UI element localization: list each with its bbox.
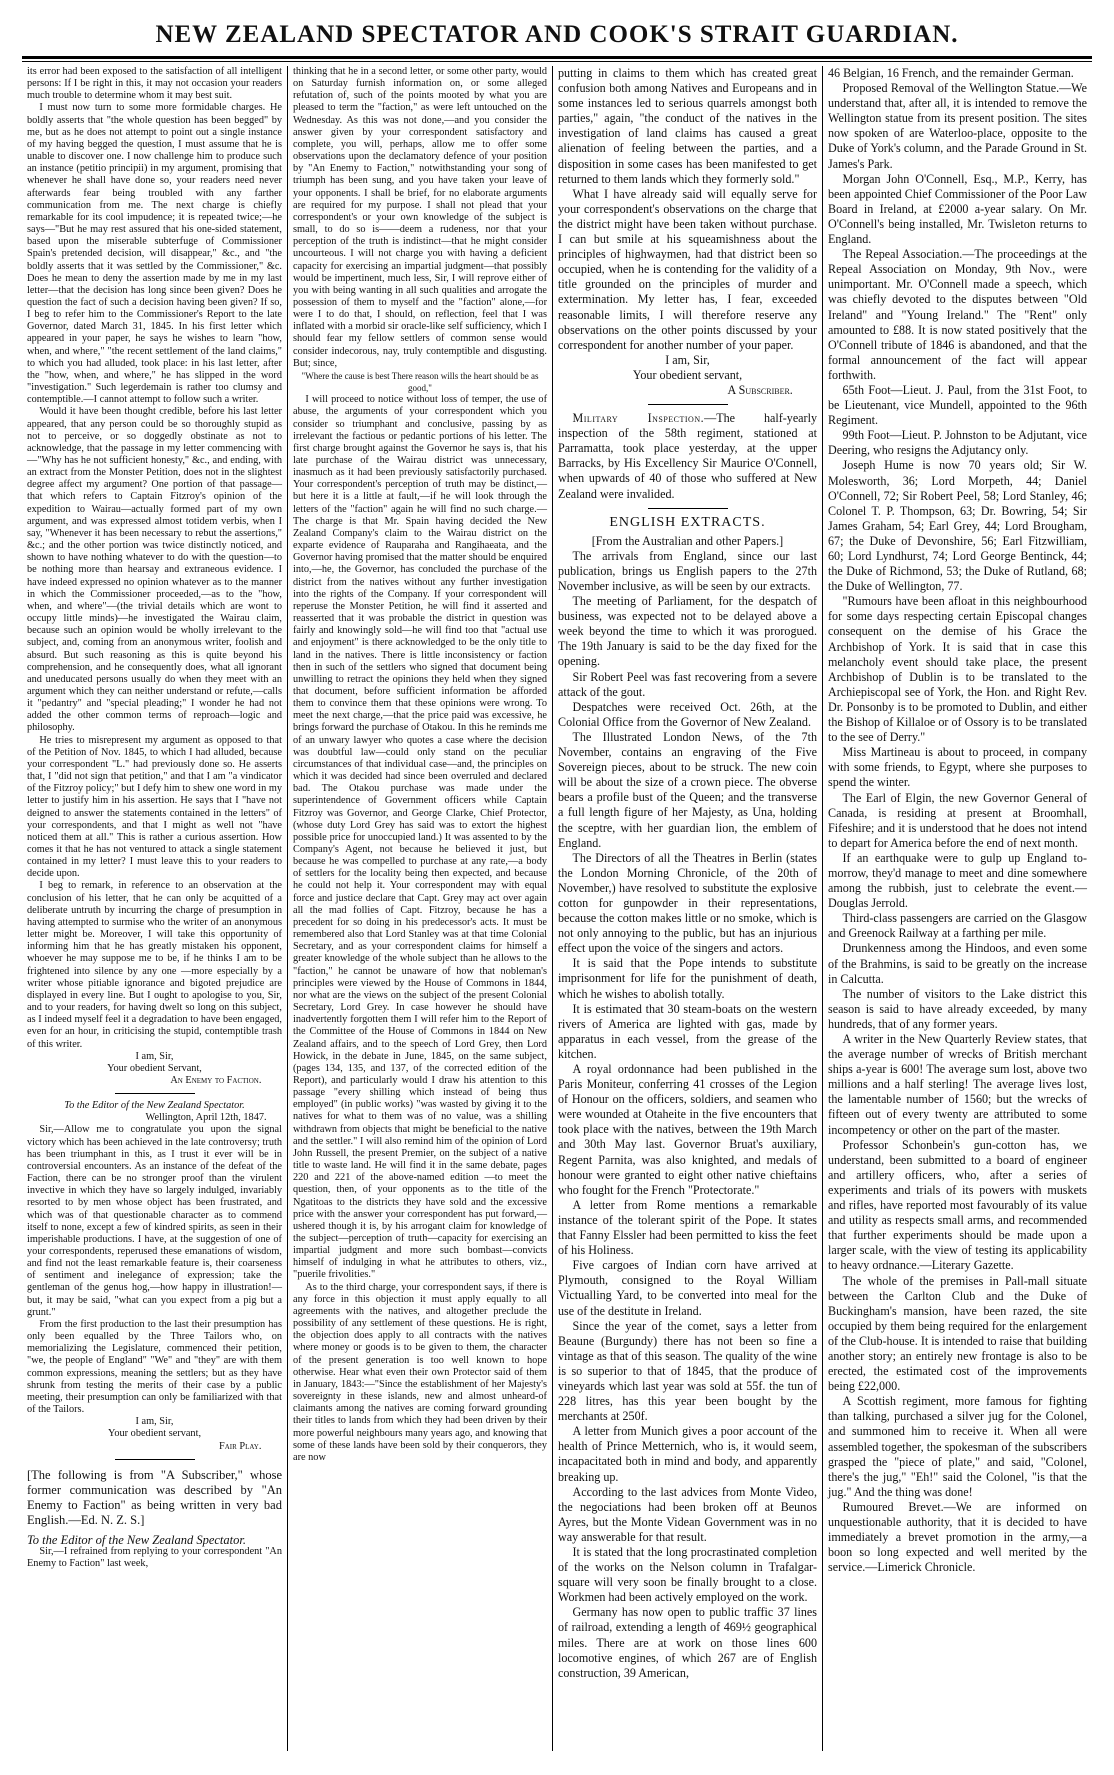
col4-paragraph: If an earthquake were to gulp up England to-morrow, they'd manage to meet and dine somewhere among the rubbish, just to celebrate the event.—Douglas Jerrold. [828, 850, 1087, 911]
col3-paragraph: putting in claims to them which has created great confusion both among Natives and Europeans and in some instances led to serious quarrels amongst both parties," again, "the conduct of the natives in the investigation of land claims has caused a great alienation of feeling between the parties, and a disposition in some cases has been manifested to get returned to them lands which they formerly sold." [558, 66, 817, 186]
col4-paragraph: Proposed Removal of the Wellington Statue.—We understand that, after all, it is intended to remove the Wellington statue from its present position. The sites now spoken of are Waterloo-place, opposite to the Duke of York's column, and the Parade Ground in St. James's Park. [828, 81, 1087, 171]
military-inspection [558, 411, 817, 502]
extract-paragraph: It is said that the Pope intends to substitute imprisonment for life for the punishment of death, which he wishes to abolish totally. [558, 956, 817, 1001]
col1-paragraph: Sir,—Allow me to congratulate you upon the signal victory which has been achieved in the late controversy; truth has been triumphant in this, as I trust it ever will be in controversial encounters. As an instance of the defeat of the Faction, there can be no stronger proof than the virulent invective in which they have so largely indulged, invariably resorted to by men whose object has been frustrated, and which was of that questionable character as to commend itself to none, except a few of kindred spirits, as seen in their imperishable productions. I have, at the suggestion of one of your correspondents, reperused these emanations of wisdom, and find not the least remarkable feature is, their coarseness of sentiment and inelegance of expression; take the gentleman of the genus hog,—how happy in illustration!—but, it may be said, "what can you expect from a pig but a grunt." [27, 1124, 282, 1318]
col2-paragraph: I will proceed to notice without loss of temper, the use of abuse, the arguments of your correspondent which you consider so triumphant and conclusive, passing by as irrelevant the factious or pedantic portions of his letter. The first charge brought against the Governor he says is, that his late purchase of the Wairau district was unnecessary, inasmuch as it had been previously satisfactorily purchased. Your correspondent's perception of truth may be distinct,—but here it is a little at fault,—if he will look through the letters of the "faction" again he will find no such charge.—The charge is that Mr. Spain having decided the New Zealand Company's claim to the Wairau district on the exparte evidence of Rauparaha and Rangihaeata, and the Governor having promised that the matter should be enquired into,—he, the Governor, has concluded the purchase of the district from the natives without any further investigation into the rights of the Company. If your correspondent will reperuse the Monster Petition, he will find it asserted and reasserted that it was probable the district in question was fairly and knowingly sold—he will find too that "actual use and enjoyment" is there acknowledged to be the only title to land in the natives. There is little inconsistency or faction then in such of the settlers who signed that document being unwilling to retract the opinions they held when they signed that document, before sufficient information be afforded them to convince them that these opinions were wrong. To meet the next charge,—that the price paid was excessive, he brings forward the purchase of Otakou. In this he reminds me of an unwary lawyer who quotes a case where the decision was doubtful law—could only stand on the peculiar circumstances of that individual case—and, the principles on which it was decided had since been overruled and declared bad. The Otakou purchase was made under the superintendence of Government officers while Captain Fitzroy was Governor, and George Clarke, Chief Protector, (whose duty Lord Grey has said was to extort the highest possible price for unoccupied land.) It was assented to by the Company's Agent, not because he believed it just, but because he was compelled to purchase at any rate,—a body of settlers for the locality being then expected, and because he could not help it. Your correspondent may with equal force and justice declare that Capt. Grey may act over again all the mad follies of Capt. Fitzroy, because he has a precedent for so doing in his predecessor's acts. It must be remembered also that Lord Stanley was at that time Colonial Secretary, and as your correspondent claims for himself a greater knowledge of the whole subject than he allows to the "faction," he cannot be unaware of how that nobleman's principles were viewed by the House of Commons in 1844, nor what are the views on the subject of the present Colonial Secretary, Lord Grey. In case however he should have inadvertently forgotten them I will refer him to the Report of the Committee of the House of Commons in 1844 on New Zealand affairs, and to the speech of Lord Grey, then Lord Howick, in the debate in June, 1845, on the same subject, (pages 134, 135, and 137, of the corrected edition of the Report), and particularly would I draw his attention to this passage "every shilling which instead of being thus employed" (in public works) "was wasted by giving it to the natives for what to them was of no value, was a shilling withdrawn from objects that might be beneficial to the native and the settler." I will also remind him of the opinion of Lord John Russell, the present Premier, on the subject of a native title to waste land. He will find it in the same debate, pages 220 and 221 of the above-named edition —to meet the question, then, of your opponents as to the title of the Ngatitoas to the districts they have sold and the excessive price with the answer your correspondent has put forward,—ushered though it is, by his arrogant claim for knowledge of the subject—perception of truth—capacity for exercising an impartial judgment and more such bombast—convicts himself of indulging in what he attributes to others, viz., "puerile frivolities." [293, 394, 547, 1281]
col4-paragraph: 99th Foot—Lieut. P. Johnston to be Adjutant, vice Deering, who resigns the Adjutancy only. [828, 428, 1087, 458]
col4-paragraph: "Rumours have been afloat in this neighbourhood for some days respecting certain Episcopal changes consequent on the demise of his Grace the Archbishop of York. It is said that in case this melancholy event should take place, the present Archbishop of Dublin is to be translated to the Archiepiscopal see of York, the Hon. and Right Rev. Dr. Ponsonby is to be promoted to Dublin, and either the Bishop of Killaloe or of Ossory is to be translated to the see of Derry." [828, 594, 1087, 745]
extract-paragraph: A letter from Munich gives a poor account of the health of Prince Metternich, who is, it would seem, incapacitated both in mind and body, and apparently breaking up. [558, 1424, 817, 1484]
col4-paragraph: Rumoured Brevet.—We are informed on unquestionable authority, that it is decided to have immediately a brevet promotion in the army,—a boon so long expected and well merited by the service.—Limerick Chronicle. [828, 1499, 1087, 1575]
section-source: [From the Australian and other Papers.] [591, 533, 784, 548]
col4-paragraph: Miss Martineau is about to proceed, in company with some friends, to Egypt, where she purposes to spend the winter. [828, 745, 1087, 790]
column-2 [287, 66, 552, 1751]
columns-container [22, 66, 1092, 1751]
col4-paragraph: The number of visitors to the Lake district this season is said to have already exceeded, by many hundreds, that of any former years. [828, 986, 1087, 1031]
extract-paragraph: The Directors of all the Theatres in Berlin (states the London Morning Chronicle, of the 20th of November,) have resolved to substitute the explosive cotton for gunpowder in their representations, because the cotton makes little or no smoke, which is not only annoying to the public, but has an injurious effect upon the voice of the singers and actors. [558, 850, 817, 956]
letter-heading: To the Editor of the New Zealand Spectator. [64, 1100, 245, 1112]
col4-paragraph: A Scottish regiment, more famous for fighting than talking, purchased a silver jug for the Colonel, and summoned him to receive it. When all were assembled together, the spokesman of the subscribers grasped the "piece of plate," and said, "Colonel, there's the jug," "Eh!" said the Colonel, "is that the jug." And the thing was done! [828, 1394, 1087, 1499]
col4-paragraph: The Repeal Association.—The proceedings at the Repeal Association on Monday, 9th Nov., were unimportant. Mr. O'Connell made a speech, which was chiefly devoted to the disputes between "Old Ireland" and "Young Ireland." The "Rent" only amounted to £88. It is now stated positively that the O'Connell tribute of 1846 is abandoned, and that the formal announcement of the fact will appear forthwith. [828, 247, 1087, 382]
column-1 [22, 66, 287, 1751]
col1-paragraph: From the first production to the last their presumption has only been equalled by the Three Tailors who, on memorializing the Legislature, commenced their petition, "we, the people of England" "We" and "they" are with them common expressions, meaning the settlers; but as they have shrunk from testing the merits of their case by a public meeting, their presumption can only be familiarized with that of the Tailors. [27, 1318, 282, 1416]
military-title: Military Inspection. [572, 411, 705, 426]
divider [115, 1093, 195, 1094]
masthead-rule-thick [22, 56, 1092, 59]
section-title: ENGLISH EXTRACTS. [609, 514, 766, 530]
letter-closing: I am, Sir, [135, 1050, 174, 1062]
col2-quote: "Where the cause is best There reason wills the heart should be as good," [301, 370, 539, 394]
col4-paragraph: The whole of the premises in Pall-mall situate between the Carlton Club and the Duke of Buckingham's mansion, have been razed, the site occupied by them being required for the enlargement of the Club-house. It is intended to raise that building another story; an entirely new frontage is also to be erected, the estimated cost of the improvements being £22,000. [828, 1273, 1087, 1394]
col1-paragraph: Would it have been thought credible, before his last letter appeared, that any person could be so thoroughly stupid as not to perceive, or so doggedly obstinate as not to acknowledge, that the passage in my letter commencing with—"Why has he not sufficient honesty," &c., and ending, with an extract from the Monster Petition, does not in the slightest degree affect my argument? One portion of that passage—that which refers to Captain Fitzroy's opinion of the expedition to Wairau—actually formed part of my own argument, and was expressed almost totidem verbis, when I say, "Whenever it has been necessary to rebut the assertions," &c.; and the other portion was twice distinctly noticed, and shown to have nothing whatever to do with the question—to be nothing more than hearsay and extraneous evidence. I have indeed expressed no opinion whatever as to the manner in which the Commissioner proceeded,—as to the "how, when, and where"—(the trivial details which are wont to occupy little minds)—he investigated the Wairau claim, because such an opinion would be wholly irrelevant to the subject, and, coming from an anonymous writer, foolish and absurd. But such reasoning as this is quite beyond his comprehension, and he consequently does, what all ignorant and uneducated persons usually do when they meet with an argument which they can neither understand or refute,—calls it "pedantry" and "special pleading;" I wonder he had not added the other common terms of reproach—logic and philosophy. [27, 406, 282, 734]
extract-paragraph: Since the year of the comet, says a letter from Beaune (Burgundy) there has not been so fine a vintage as that of this season. The quality of the wine is so superior to that of 1845, that the produce of vineyards which last year was sold at 55f. the tun of 228 litres, has this year been bought by the merchants at 250f. [558, 1318, 817, 1424]
col4-paragraph: Joseph Hume is now 70 years old; Sir W. Molesworth, 36; Lord Morpeth, 44; Daniel O'Connell, 72; Sir Robert Peel, 58; Lord Stanley, 46; Colonel T. P. Thompson, 63; Dr. Bowring, 54; Sir James Graham, 54; Earl Grey, 44; Lord Brougham, 67; the Duke of Devonshire, 56; Earl Fitzwilliam, 60; Lord Lyndhurst, 74; Lord George Bentinck, 44; the Duke of Richmond, 53; the Duke of Rutland, 68; the Duke of Wellington, 77. [828, 458, 1087, 594]
extract-paragraph: The arrivals from England, since our last publication, brings us English papers to the 27th November inclusive, as will be seen by our extracts. [558, 548, 817, 593]
extract-paragraph: Sir Robert Peel was fast recovering from a severe attack of the gout. [558, 669, 817, 699]
extract-paragraph: The meeting of Parliament, for the despatch of business, was expected not to be delayed above a week beyond the time to which it was prorogued. The 19th January is said to be the day fixed for the opening. [558, 594, 817, 669]
col4-paragraph: 46 Belgian, 16 French, and the remainder German. [828, 66, 1074, 80]
col2-paragraph: As to the third charge, your correspondent says, if there is any force in this objection it must apply equally to all agreements with the natives, and altogether preclude the possibility of any settlement of these questions. He is right, the objection does apply to all contracts with the natives where money or goods is to be given to them, the character of the present generation is too well known to hope otherwise. Hear what even their own Protector said of them in January, 1843:—"Since the establishment of her Majesty's sovereignty in these islands, new and almost unheard-of claimants among the natives are coming forward grounding their titles to lands from which they had been driven by their more powerful neighbours many years ago, and knowing that some of these lands have been sold by their conquerors, they are now [293, 1281, 547, 1463]
col4-paragraph: 65th Foot—Lieut. J. Paul, from the 31st Foot, to be Lieutenant, vice Mundell, appointed to the 96th Regiment. [828, 382, 1087, 428]
col2-paragraph: thinking that he in a second letter, or some other party, would on Saturday furnish information on, or some alleged refutation of, such of the points mooted by what you are pleased to term the "faction," as were left untouched on the Wednesday. As this was not done,—and you consider the answer given by your correspondent satisfactory and complete, you will, perhaps, allow me to offer some observations upon the declamatory defence of your position by "An Enemy to Faction," notwithstanding your song of triumph has been sung, and you have taken your leave of your opponents. I shall be brief, for no elaborate arguments are required for my purpose. I shall not plead that your correspondent's or your own knowledge of the subject is small, to do so is——deem a rudeness, nor that your perception of the truth is indistinct—that he might consider uncourteous. I will not charge you with having a deficient capacity for exercising an impartial judgment—that possibly would be impertinent, much less, Sir, I will reprove either of you with being wanting in all such qualities and arrogate the possession of them to myself and the "faction" alone,—for were I to do that, I should, on reflection, feel that I was inflated with a morbid sir oracle-like self sufficiency, which I should fear my fellow settlers of common sense would consider indecorous, nay, truly contemptible and disgusting. But; since, [293, 66, 547, 369]
letter-closing: I am, Sir, [135, 1416, 174, 1428]
letter-closing: Your obedient servant, [107, 1428, 202, 1440]
extract-paragraph: Despatches were received Oct. 26th, at the Colonial Office from the Governor of New Zealand. [558, 699, 817, 729]
divider [648, 508, 728, 509]
col3-paragraph: What I have already said will equally serve for your correspondent's observations on the charge that the district might have been taken without purchase. I can but smile at his squeamishness about the principles of highwaymen, had that district been so occupied, when he is contending for the validity of a title grounded on the principles of murder and extermination. My letter has, I fear, exceeded reasonable limits, I will therefore reserve any observations on the other points discussed by your correspondent for another number of your paper. [558, 186, 817, 352]
col1-paragraph: its error had been exposed to the satisfaction of all intelligent persons: If I be right in this, it may not occasion your readers much trouble to determine whom it may best suit. [27, 66, 282, 102]
extract-paragraph: It is estimated that 30 steam-boats on the western rivers of America are lighted with gas, made by apparatus in each vessel, from the grease of the kitchen. [558, 1001, 817, 1061]
col4-paragraph: Professor Schonbein's gun-cotton has, we understand, been submitted to a board of engineer and artillery officers, who, after a series of experiments and trials of its powers with muskets and rifles, have reported most favourably of its value and utility as respects small arms, and recommended that further experiments should be made upon a larger scale, with the view of testing its applicability to heavy ordnance.—Literary Gazette. [828, 1137, 1087, 1273]
col4-paragraph: Drunkenness among the Hindoos, and even some of the Brahmins, is said to be greatly on the increase in Calcutta. [828, 941, 1087, 986]
extract-paragraph: According to the last advices from Monte Video, the negociations had been broken off at Beunos Ayres, but the Monte Videan Government was in no way answerable for that result. [558, 1484, 817, 1544]
letter-heading: To the Editor of the New Zealand Spectator. [27, 1532, 246, 1547]
col4-paragraph: A writer in the New Quarterly Review states, that the average number of wrecks of British merchant ships a-year is 600! The average sum lost, above two millions and a half sterling! The average lives lost, the lamentable number of 1560; but the wrecks of fifteen out of every twenty are attributed to some incompetency or other on the part of the master. [828, 1032, 1087, 1137]
col1-paragraph: I beg to remark, in reference to an observation at the conclusion of his letter, that he can only be acquitted of a deliberate untruth by incurring the charge of presumption in having attempted to surmise who the writer of an anonymous letter might be. Moreover, I will take this opportunity of informing him that he has greatly mistaken his opponent, whoever he may suppose me to be, if he thinks I am to be frightened into silence by any one —more especially by a writer whose pitiable ignorance and bigoted prejudice are displayed in every line. But I ought to apologise to you, Sir, and to your readers, for having dwelt so long on this subject, as I indeed myself feel it a degradation to have been engaged, even for an hour, in criticising the stupid, contemptible trash of this writer. [27, 880, 282, 1050]
masthead-title: NEW ZEALAND SPECTATOR AND COOK'S STRAIT GUARDIAN. [155, 21, 959, 48]
divider [115, 1459, 195, 1460]
col1-paragraph: I must now turn to some more formidable charges. He boldly asserts that "the whole question has been begged" by me, but as he does not attempt to point out a single instance of my having begged the question, I must assume that he is unable to discover one. I now challenge him to produce such an instance (petitio principii) in my argument, promising that whenever he shall have done so, your readers need never afterwards fear being troubled with any farther communication from me. The next charge is chiefly remarkable for its cool impudence; it is repeated twice;—he says—"But he may rest assured that his one-sided statement, based upon the miserable subterfuge of Commissioner Spain's pretended decision, will disappear," &c., and "the boldly asserts that it was settled by the Commissioner," &c. Does he mean to deny the assertion made by me in my last letter—that the decision has long since been given? Does he question the fact of such a decision having been given? If so, I beg to refer him to the Commissioner's Report to the late Governor, dated March 31, 1845. In his first letter which appeared in your paper, he says he wishes to learn "how, when, and where," "the recent settlement of the land claims," to which you had alluded, took place: in his last letter, after the "how, when, and where," he has slipped in the word "investigation." Such legerdemain is rather too clumsy and contemptible.—I cannot attempt to follow such a writer. [27, 102, 282, 406]
letter-signature: An Enemy to Faction. [170, 1074, 262, 1086]
col4-paragraph: Third-class passengers are carried on the Glasgow and Greenock Railway at a farthing per mile. [828, 911, 1087, 941]
extract-paragraph: Germany has now open to public traffic 37 lines of railroad, extending a length of 469½ geographical miles. There are at work on those lines 600 locomotive engines, of which 267 are of English construction, 39 American, [558, 1605, 817, 1680]
letter-signature: A Subscriber. [727, 382, 793, 397]
extract-paragraph: Five cargoes of Indian corn have arrived at Plymouth, consigned to the Royal William Victualling Yard, to be converted into meal for the use of the destitute in Ireland. [558, 1258, 817, 1318]
extract-paragraph: The Illustrated London News, of the 7th November, contains an engraving of the Five Sovereign pieces, about to be struck. The new coin will be about the size of a crown piece. The obverse bears a profile bust of the Queen; and the transverse a full length figure of her Majesty, as Una, holding the sceptre, with her guardian lion, the emblem of England. [558, 729, 817, 850]
col4-paragraph: Morgan John O'Connell, Esq., M.P., Kerry, has been appointed Chief Commissioner of the Poor Law Board in Ireland, at £2000 a-year salary. On Mr. O'Connell's being installed, Mr. Twisleton returns to England. [828, 171, 1087, 247]
col4-paragraph: The Earl of Elgin, the new Governor General of Canada, is residing at present at Broomhall, Fifeshire; and it is understood that he does not intend to depart for America before the end of next month. [828, 790, 1087, 850]
letter-closing: Your obedient Servant, [107, 1062, 202, 1074]
divider [648, 404, 728, 405]
letter-closing: Your obedient servant, [632, 367, 743, 382]
col1-paragraph: Sir,—I refrained from replying to your correspondent "An Enemy to Faction" last week, [27, 1545, 282, 1569]
masthead-rule-thin [22, 61, 1092, 62]
extract-paragraph: It is stated that the long procrastinated completion of the works on the Nelson column in Trafalgar-square will very soon be finally brought to a close. Workmen had been actively employed on the work. [558, 1545, 817, 1605]
letter-dateline: Wellington, April 12th, 1847. [145, 1112, 267, 1124]
letter-signature: Fair Play. [219, 1440, 262, 1452]
military-text: —The half-yearly inspection of the 58th regiment, stationed at Parramatta, took place yesterday, at the upper Barracks, by His Excellency Sir Maurice O'Connell, when upwards of 40 of those who suffered at New Zealand were invalided. [558, 411, 817, 501]
column-4 [822, 66, 1092, 1751]
col1-paragraph: He tries to misrepresent my argument as opposed to that of the Petition of Nov. 1845, to which I had alluded, because your correspondent "L." had previously done so. He asserts that, I "did not sign that petition," and that I am "a vindicator of the Fitzroy policy;" but I defy him to shew one word in my letter to justify him in his assertion. He says that I "have not deigned to answer the statements contained in the letters" of your correspondents, and that I might as well not "have noticed them at all." This is rather a curious assertion. How comes it that he has not ventured to attack a single statement contained in my letter? I must leave this to your readers to decide upon. [27, 734, 282, 880]
extract-paragraph: A royal ordonnance had been published in the Paris Moniteur, conferring 41 crosses of the Legion of Honour on the officers, soldiers, and seamen who were wounded at Otaheite in the five encounters that took place with the natives, between the 19th March and 30th May last. Governor Bruat's auxiliary, Regent Parnita, was also knighted, and medals of honour were granted to eight other native chieftains who fought for the French "Protectorate." [558, 1062, 817, 1197]
column-3 [552, 66, 822, 1751]
letter-closing: I am, Sir, [665, 352, 710, 367]
editor-note: [The following is from "A Subscriber," whose former communication was described by "An Enemy to Faction" as being written in very bad English.—Ed. N. Z. S.] [27, 1467, 282, 1527]
extract-paragraph: A letter from Rome mentions a remarkable instance of the tolerant spirit of the Pope. It states that Fanny Elssler had been permitted to kiss the feet of his Holiness. [558, 1197, 817, 1258]
